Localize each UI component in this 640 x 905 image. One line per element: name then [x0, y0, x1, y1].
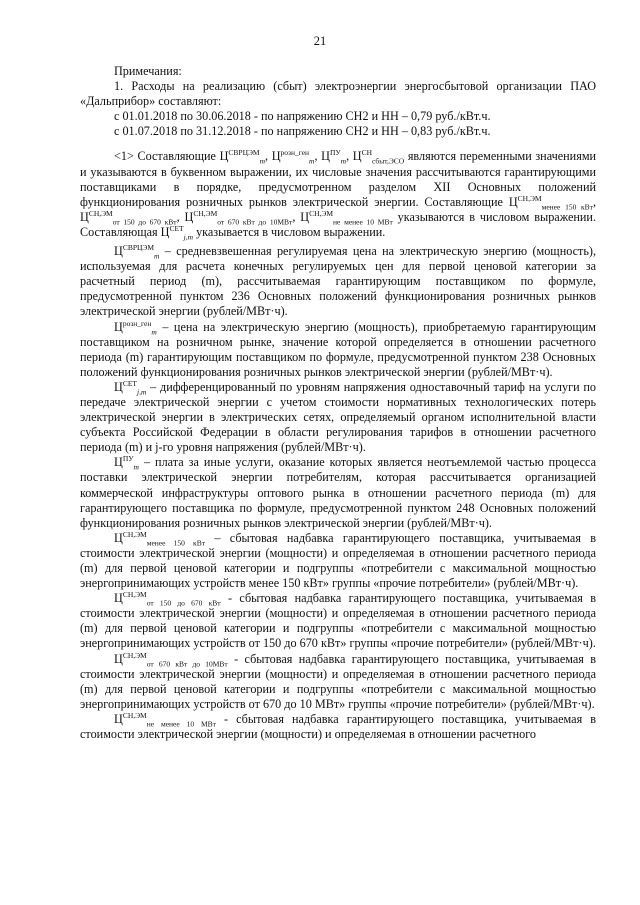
symbol-c-sn-ge10: $Ц^{СН,ЭМ}_{не менее 10 МВт}$	[300, 208, 393, 227]
definition-set: $Ц^{СЕТ}_{j,m}$ – дифференцированный по уровням напряжения одноставочный тариф на услуги по передаче электрической энергии с учетом стоимости нормативных технологических потерь электрической энергии в электрических сетях, определяемый органом исполнительной власти субъекта Российской Федерации в области регулирования тарифов в отношении расчетного периода (m) и j-го уровня напряжения (рублей/МВт·ч).	[80, 378, 596, 455]
symbol-c-sn-670-10: $Ц^{СН,ЭМ}_{от 670 кВт до 10МВт}$	[184, 208, 293, 227]
definition-sn-lt150: $Ц^{СН,ЭМ}_{менее 150 кВт}$ – сбытовая надбавка гарантирующего поставщика, учитываемая в стоимости электрической энергии (мощности) и определяемая в отношении расчетного периода (m) для первой ценовой категории и подгруппы «потребители с максимальной мощностью энергопринимающих устройств менее 150 кВт» группы «прочие потребители» (рублей/МВт·ч).	[80, 529, 597, 591]
symbol-c-sn-lt150-2: $Ц^{СН,ЭМ}_{менее 150 кВт}$	[114, 529, 205, 548]
definition-pu: $Ц^{ПУ}_m$ – плата за иные услуги, оказание которых является неотъемлемой частью процесса поставки электрической энергии потребителям, которая рассчитывается организацией коммерческой инфраструктуры оптового рынка в отношении расчетного периода (m) для гарантирующего поставщика по формуле, предусмотренной пунктом 248 Основных положений функционирования розничных рынков электрической энергии (рублей/МВт·ч).	[80, 454, 596, 530]
page-number: 21	[313, 34, 327, 48]
definition-svrcem: $Ц^{СВРЦЭМ}_m$ – средневзвешенная регулируемая цена на электрическую энергию (мощность), используемая для расчета конечных регулируемых цен для первой ценовой категории за расчетный период (m), рассчитываемая гарантирующим поставщиком по формуле, предусмотренной пунктом 236 Основных положений функционирования розничных рынков электрической энергии (рублей/МВт·ч).	[80, 242, 597, 319]
symbol-c-sn-150-670-2: $Ц^{СН,ЭМ}_{от 150 до 670 кВт}$	[114, 590, 221, 608]
symbol-c-sn-150-670: $Ц^{СН,ЭМ}_{от 150 до 670 кВт}$	[80, 208, 177, 227]
symbol-c-set-2: $Ц^{СЕТ}_{j,m}$	[114, 378, 147, 397]
notes-title: Примечания:	[114, 64, 182, 78]
symbol-c-rozn: $Ц^{розн\_ген}_m$	[271, 148, 315, 166]
symbol-c-sn-ge10-2: $Ц^{СН,ЭМ}_{не менее 10 МВт}$	[114, 710, 216, 729]
definition-sn-150-670: $Ц^{СН,ЭМ}_{от 150 до 670 кВт}$ - сбытовая надбавка гарантирующего поставщика, учитываемая в стоимости электрической энергии (мощности) и определяемая в отношении расчетного периода (m) для первой ценовой категории и подгруппы «потребители с максимальной мощностью энергопринимающих устройств от 150 до 670 кВт» группы «прочие потребители» (рублей/МВт·ч).	[80, 590, 597, 651]
symbol-c-sn-670-10-2: $Ц^{СН,ЭМ}_{от 670 кВт до 10МВт}$	[114, 650, 228, 668]
document-body	[80, 64, 596, 742]
section-1-mid: являются переменными значениями и указываются в буквенном выражении, их числовые значения рассчитываются гарантирующими поставщиками в порядке, предусмотренном разделом XII Основных положений функционирования розничных рынков электрической энергии. Составляющие	[80, 149, 597, 209]
symbol-c-svrcem-2: $Ц^{СВРЦЭМ}_m$	[114, 242, 160, 261]
symbol-c-svrcem: $Ц^{СВРЦЭМ}_m$	[219, 148, 266, 166]
symbol-c-pu: $Ц^{ПУ}_m$	[321, 148, 347, 166]
definition-sn-670-10: $Ц^{СН,ЭМ}_{от 670 кВт до 10МВт}$ - сбытовая надбавка гарантирующего поставщика, учитываемая в стоимости электрической энергии (мощности) и определяемая в отношении расчетного периода (m) для первой ценовой категории и подгруппы «потребители с максимальной мощностью энергопринимающих устройств от 670 до 10 МВт» группы «прочие потребители» (рублей/МВт·ч).	[80, 650, 597, 711]
section-1-end: указывается в числовом выражении.	[196, 224, 386, 239]
symbol-c-rozn-2: $Ц^{розн\_ген}_m$	[114, 318, 157, 336]
note-1-line-1: с 01.01.2018 по 30.06.2018 - по напряжению СН2 и НН – 0,79 руб./кВт.ч.	[114, 109, 491, 124]
symbol-c-sn-lt150: $Ц^{СН,ЭМ}_{менее 150 кВт}$	[508, 193, 593, 212]
symbol-c-pu-2: $Ц^{ПУ}_m$	[114, 454, 139, 472]
section-1-mid2: указываются в числовом выражении. Составляющая	[80, 209, 596, 239]
section-1-lead: <1> Составляющие	[114, 149, 216, 164]
symbol-c-sbyt-eso: $Ц^{СН}_{сбыт,ЭСО}$	[352, 148, 405, 166]
definition-sn-ge10: $Ц^{СН,ЭМ}_{не менее 10 МВт}$ - сбытовая надбавка гарантирующего поставщика, учитываемая в стоимости электрической энергии (мощности) и определяемая в отношении расчетного	[80, 710, 596, 742]
note-1-line-2: с 01.07.2018 по 31.12.2018 - по напряжению СН2 и НН – 0,83 руб./кВт.ч.	[114, 124, 491, 139]
section-1-paragraph: <1> Составляющие $Ц^{СВРЦЭМ}_m$, $Ц^{розн\_ген}_m$, $Ц^{ПУ}_m$, $Ц^{СН}_{сбыт,ЭСО}$ являются переменными значениями и указываются в буквенном выражении, их числовые значения рассчитываются гарантирующими поставщиками в порядке, предусмотренном разделом XII Основных положений функционирования розничных рынков электрической энергии. Составляющие $Ц^{СН,ЭМ}_{менее 150 кВт}$, $Ц^{СН,ЭМ}_{от 150 до 670 кВт}$, $Ц^{СН,ЭМ}_{от 670 кВт до 10МВт}$, $Ц^{СН,ЭМ}_{не менее 10 МВт}$ указываются в числовом выражении. Составляющая $Ц^{СЕТ}_{j,m}$ указывается в числовом выражении.	[80, 148, 597, 242]
note-1: 1. Расходы на реализацию (сбыт) электроэнергии энергосбытовой организации ПАО «Дальприбор» составляют:	[80, 79, 596, 109]
definition-rozn-gen: $Ц^{розн\_ген}_m$ – цена на электрическую энергию (мощность), приобретаемую гарантирующим поставщиком на розничном рынке, значение которой определяется в отношении расчетного периода (m) гарантирующим поставщиком по формуле, предусмотренной пунктом 238 Основных положений функционирования розничных рынков электрической энергии (рублей/МВт·ч).	[80, 318, 596, 379]
symbol-c-set: $Ц^{СЕТ}_{j,m}$	[160, 223, 194, 242]
